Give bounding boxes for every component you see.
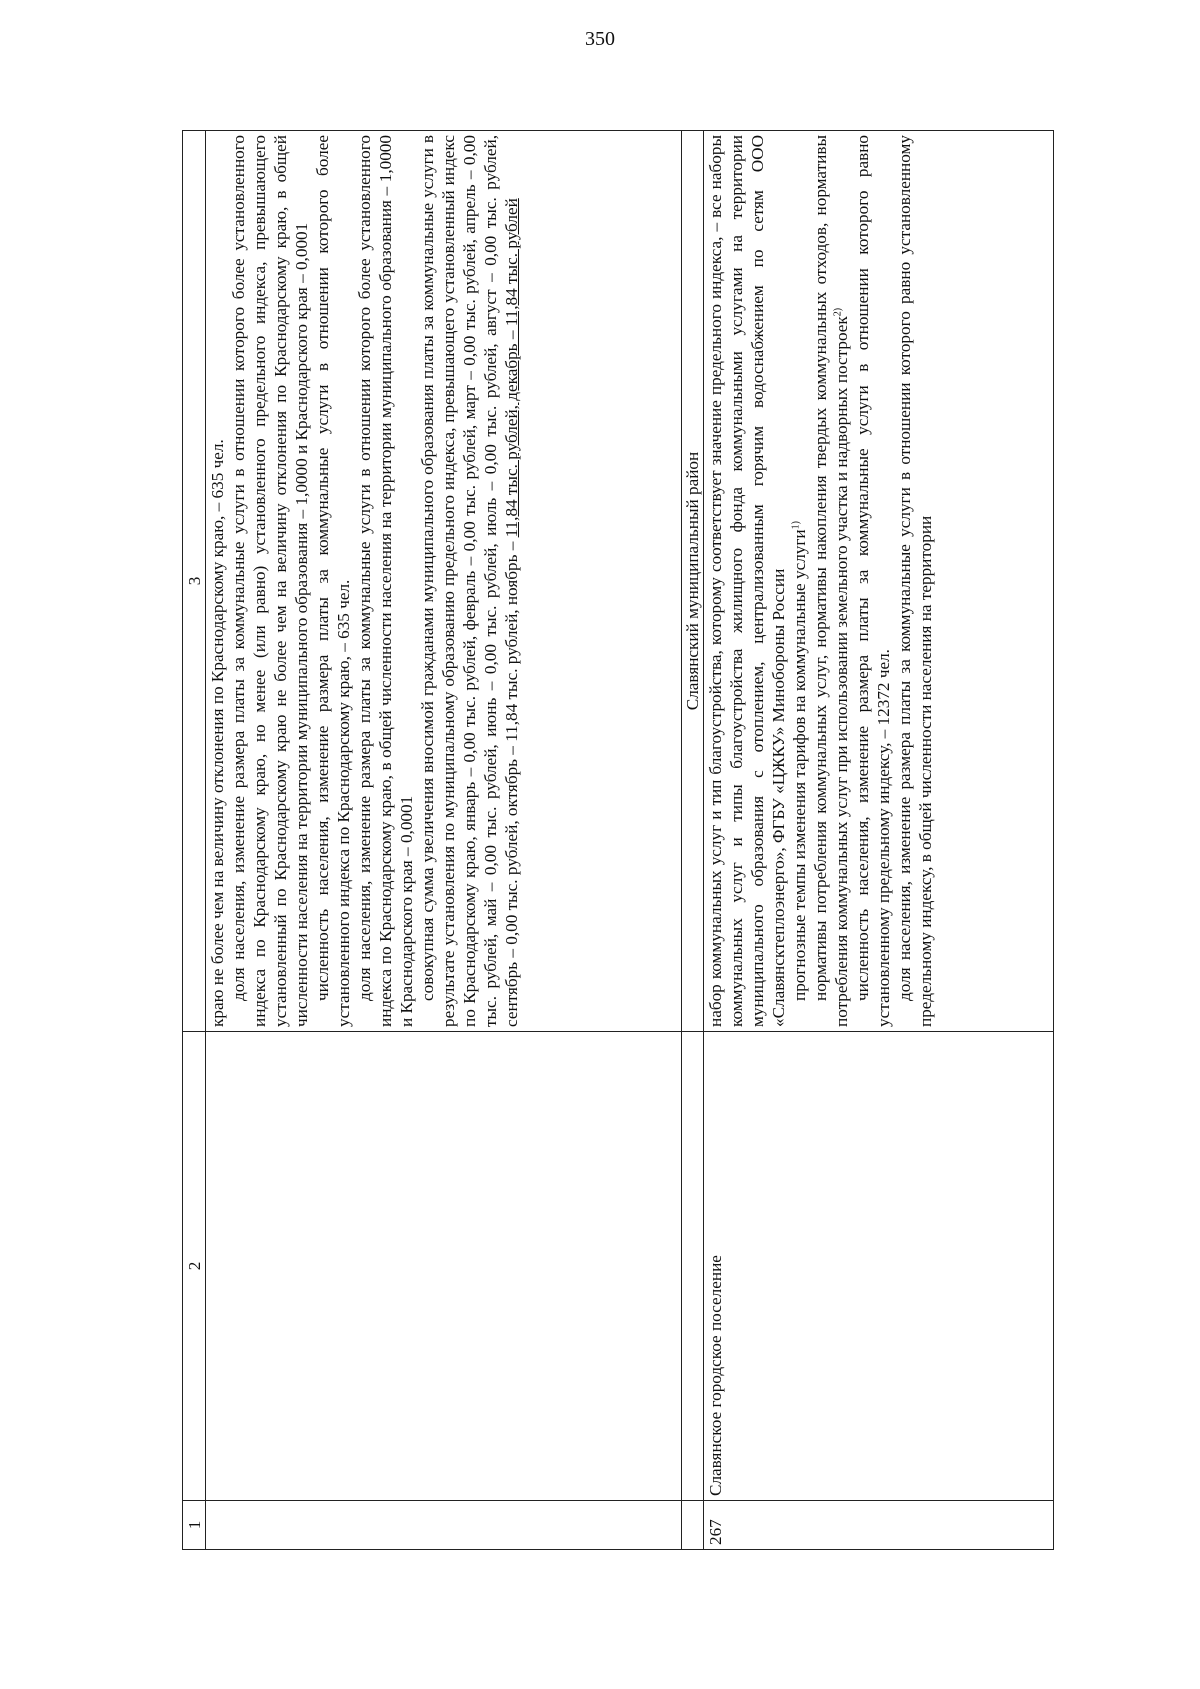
- table-row-267: [703, 131, 1053, 1550]
- row-name: Славянское городское поселение: [703, 1032, 1053, 1501]
- paragraph: доля населения, изменение размера платы за коммунальные услуги в отношении которого равно установленному предельному индексу, в общей численности населения на территории: [894, 135, 935, 1027]
- footnote-mark: 2): [832, 307, 844, 317]
- paragraph-text: совокупная сумма увеличения вносимой гражданами муниципального образования платы за коммунальные услуги в результате установления по муниципальному образованию предельного индекса, превышающего установленный индекс по Краснодарскому краю, январь – 0,00 тыс. рублей, февраль – 0,00 тыс. рублей, март – 0,00 тыс. рублей, апрель – 0,00 тыс. рублей, май – 0,00 тыс. рублей, июнь – 0,00 тыс. рублей, июль – 0,00 тыс. рублей, август – 0,00 тыс. рублей, сентябрь – 0,00 тыс. рублей, октябрь – 11,84 тыс. рублей, ноябрь –: [418, 135, 521, 1027]
- cell-empty-name: [206, 1032, 682, 1501]
- rotated-table-container: [182, 130, 1054, 1550]
- paragraph-text: нормативы потребления коммунальных услуг, нормативы накопления твердых коммунальных отходов, нормативы потребления коммунальных услуг при использовании земельного участка и надворных построек: [810, 135, 851, 1027]
- cell-empty-number: [206, 1501, 682, 1550]
- section-empty-2: [681, 1032, 703, 1501]
- cell-indicators-continued: [206, 131, 682, 1032]
- paragraph: набор коммунальных услуг и тип благоустройства, которому соответствует значение предельного индекса, – все наборы коммунальных услуг и типы благоустройства жилищного фонда коммунальными услугами на территории муниципального образования с отоплением, централизованным горячим водоснабжением по сетям ООО «Славянсктеплоэнерго», ФГБУ «ЦЖКУ» Минобороны России: [705, 135, 788, 1027]
- cell-indicators: [703, 131, 1053, 1032]
- section-title: Славянский муниципальный район: [681, 131, 703, 1032]
- header-col-2: 2: [183, 1032, 206, 1501]
- paragraph: доля населения, изменение размера платы за коммунальные услуги в отношении которого более установленного индекса по Краснодарскому краю, в общей численности населения на территории муниципального образования – 1,0000 и Краснодарского края – 0,0001: [355, 135, 416, 1027]
- data-table: [182, 130, 1054, 1550]
- row-number: 267: [703, 1501, 1053, 1550]
- header-col-3: 3: [183, 131, 206, 1032]
- paragraph: численность населения, изменение размера платы за коммунальные услуги в отношении которого более установленного индекса по Краснодарскому краю, – 635 чел.: [313, 135, 353, 1027]
- paragraph: краю не более чем на величину отклонения по Краснодарскому краю, – 635 чел.: [208, 439, 227, 1027]
- section-row: [681, 131, 703, 1550]
- table-header-row: [183, 131, 206, 1550]
- page-number: 350: [585, 28, 615, 50]
- paragraph-text: прогнозные темпы изменения тарифов на коммунальные услуги: [789, 529, 809, 1001]
- paragraph-text-underlined: 11,84 тыс. рублей, декабрь – 11,84 тыс. рублей: [502, 198, 521, 538]
- paragraph: [810, 135, 852, 1027]
- paragraph: [789, 135, 810, 1027]
- paragraph: численность населения, изменение размера платы за коммунальные услуги в отношении которого равно установленному предельному индексу, – 12372 чел.: [852, 135, 893, 1027]
- paragraph: доля населения, изменение размера платы за коммунальные услуги в отношении которого более установленного индекса по Краснодарскому краю, но менее (или равно) установленного предельного индекса, превышающего установленный по Краснодарскому краю не более чем на величину отклонения по Краснодарскому краю, в общей численности населения на территории муниципального образования – 1,0000 и Краснодарского края – 0,0001: [229, 135, 311, 1027]
- header-col-1: 1: [183, 1501, 206, 1550]
- paragraph: [417, 135, 522, 1027]
- table-row-continuation: [206, 131, 682, 1550]
- footnote-mark: 1): [790, 521, 802, 530]
- section-empty-1: [681, 1501, 703, 1550]
